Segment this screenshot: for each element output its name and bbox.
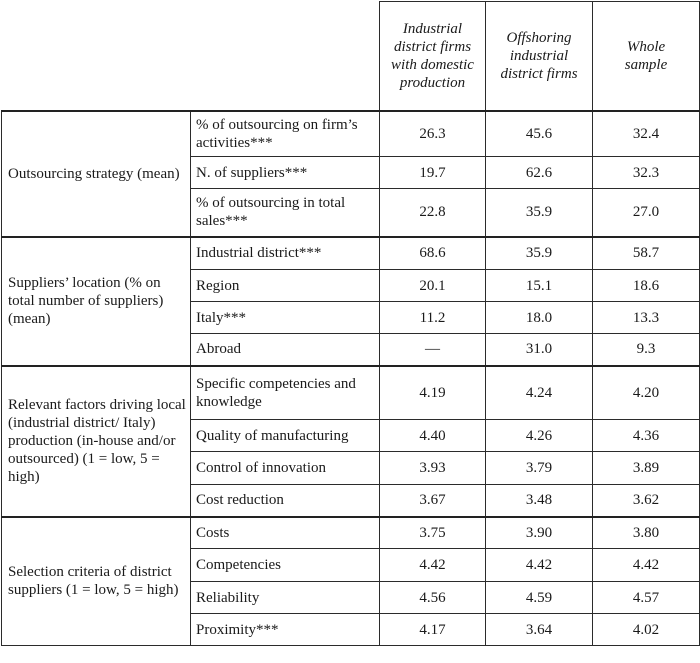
value-offshoring: 35.9 (486, 189, 593, 237)
row-label: Cost reduction (191, 485, 380, 517)
category-selection-criteria: Selection criteria of district suppliers (1 = low, 5 = high) (2, 517, 191, 646)
row-label: Costs (191, 517, 380, 549)
row-label: Specific competencies and knowledge (191, 366, 380, 420)
value-offshoring: 15.1 (486, 270, 593, 302)
row-label: Control of innovation (191, 452, 380, 485)
table-row (2, 517, 700, 549)
row-label: Region (191, 270, 380, 302)
row-label: Competencies (191, 549, 380, 582)
value-domestic: 4.56 (380, 582, 486, 614)
table-row (2, 237, 700, 270)
header-blank-cell (2, 2, 380, 111)
table-row (2, 111, 700, 157)
value-domestic: — (380, 334, 486, 366)
row-label: % of outsourcing on firm’s activities*** (191, 111, 380, 157)
value-whole: 58.7 (593, 237, 700, 270)
category-relevant-factors: Relevant factors driving local (industrial district/ Italy) production (in-house and/or outsourced) (1 = low, 5 = high) (2, 366, 191, 517)
outsourcing-table (1, 1, 700, 646)
row-label: Industrial district*** (191, 237, 380, 270)
header-whole-sample: Whole sample (593, 2, 700, 111)
value-offshoring: 45.6 (486, 111, 593, 157)
value-domestic: 26.3 (380, 111, 486, 157)
value-offshoring: 3.48 (486, 485, 593, 517)
value-whole: 3.89 (593, 452, 700, 485)
header-offshoring-firms: Offshoring industrial district firms (486, 2, 593, 111)
value-domestic: 19.7 (380, 157, 486, 189)
value-offshoring: 18.0 (486, 302, 593, 334)
value-domestic: 22.8 (380, 189, 486, 237)
row-label: Proximity*** (191, 614, 380, 646)
value-whole: 4.42 (593, 549, 700, 582)
value-offshoring: 4.42 (486, 549, 593, 582)
row-label: Abroad (191, 334, 380, 366)
value-whole: 4.57 (593, 582, 700, 614)
value-offshoring: 4.59 (486, 582, 593, 614)
row-label: Italy*** (191, 302, 380, 334)
value-offshoring: 3.64 (486, 614, 593, 646)
row-label: Quality of manufacturing (191, 420, 380, 452)
value-domestic: 4.40 (380, 420, 486, 452)
value-offshoring: 4.24 (486, 366, 593, 420)
category-suppliers-location: Suppliers’ location (% on total number of suppliers) (mean) (2, 237, 191, 366)
row-label: N. of suppliers*** (191, 157, 380, 189)
value-whole: 18.6 (593, 270, 700, 302)
value-whole: 13.3 (593, 302, 700, 334)
value-whole: 32.4 (593, 111, 700, 157)
value-whole: 3.62 (593, 485, 700, 517)
value-domestic: 4.19 (380, 366, 486, 420)
value-domestic: 3.75 (380, 517, 486, 549)
value-whole: 4.02 (593, 614, 700, 646)
row-label: Reliability (191, 582, 380, 614)
value-domestic: 3.67 (380, 485, 486, 517)
category-outsourcing-strategy: Outsourcing strategy (mean) (2, 111, 191, 237)
value-offshoring: 3.90 (486, 517, 593, 549)
value-offshoring: 3.79 (486, 452, 593, 485)
value-domestic: 4.42 (380, 549, 486, 582)
value-domestic: 11.2 (380, 302, 486, 334)
value-domestic: 68.6 (380, 237, 486, 270)
value-domestic: 4.17 (380, 614, 486, 646)
table-row (2, 366, 700, 420)
value-offshoring: 4.26 (486, 420, 593, 452)
value-whole: 27.0 (593, 189, 700, 237)
value-offshoring: 35.9 (486, 237, 593, 270)
value-whole: 3.80 (593, 517, 700, 549)
value-domestic: 3.93 (380, 452, 486, 485)
value-whole: 4.20 (593, 366, 700, 420)
value-whole: 9.3 (593, 334, 700, 366)
value-domestic: 20.1 (380, 270, 486, 302)
value-offshoring: 62.6 (486, 157, 593, 189)
row-label: % of outsourcing in total sales*** (191, 189, 380, 237)
header-domestic-production: Industrial district firms with domestic production (380, 2, 486, 111)
value-whole: 32.3 (593, 157, 700, 189)
header-row (2, 2, 700, 111)
value-whole: 4.36 (593, 420, 700, 452)
value-offshoring: 31.0 (486, 334, 593, 366)
